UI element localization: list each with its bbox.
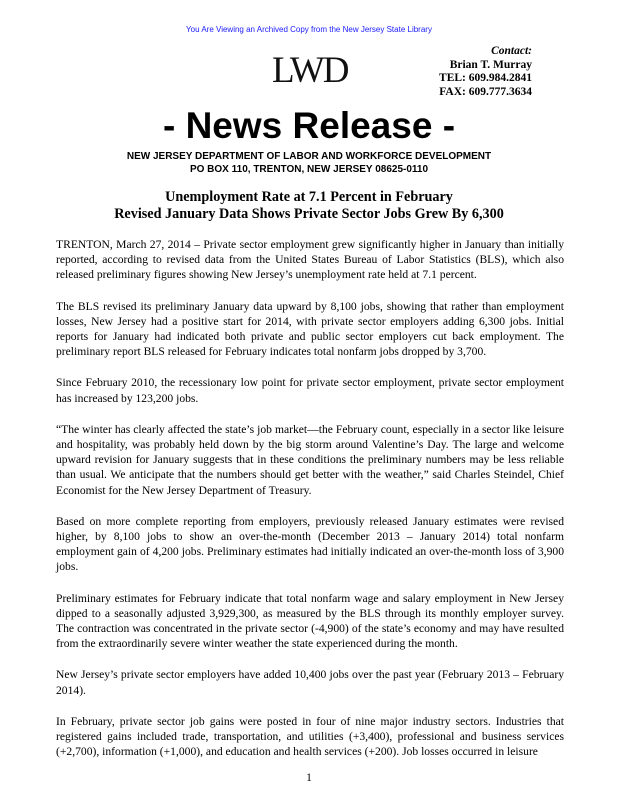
page-number: 1 xyxy=(306,772,312,784)
news-release-title: - News Release - xyxy=(162,105,456,146)
article-body xyxy=(56,237,564,775)
department-name: NEW JERSEY DEPARTMENT OF LABOR AND WORKFORCE DEVELOPMENT xyxy=(126,151,492,162)
contact-block xyxy=(439,45,532,99)
paragraph-8: In February, private sector job gains were posted in four of nine major industry sectors. Industries that registered gains included trade, transportation, and utilities (+3,400), professional and business services (+2,700), information (+1,000), and education and health services (+200). Job losses occurred in leisure xyxy=(56,714,564,759)
lwd-logo: LWD xyxy=(272,50,348,91)
paragraph-7: New Jersey’s private sector employers have added 10,400 jobs over the past year (February 2013 – February 2014). xyxy=(56,668,564,697)
paragraph-1: TRENTON, March 27, 2014 – Private sector employment grew significantly higher in January than initially reported, according to revised data from the United States Bureau of Labor Statistics (BLS), which also released preliminary figures showing New Jersey’s unemployment rate held at 7.1 percent. xyxy=(56,238,564,282)
contact-name: Brian T. Murray xyxy=(449,58,532,71)
department-address: PO BOX 110, TRENTON, NEW JERSEY 08625-0110 xyxy=(189,163,429,175)
contact-fax: FAX: 609.777.3634 xyxy=(439,85,532,98)
department-block xyxy=(0,151,618,176)
paragraph-4: “The winter has clearly affected the state’s job market—the February count, especially in a sector like leisure and hospitality, was probably held down by the big storm around Valentine’s Day. The large and welcome upward revision for January suggests that in these conditions the preliminary numbers may be less reliable than usual. We anticipate that the numbers should get better with the weather,” said Charles Steindel, Chief Economist for the New Jersey Department of Treasury. xyxy=(56,422,564,497)
paragraph-2: The BLS revised its preliminary January data upward by 8,100 jobs, showing that rather than employment losses, New Jersey had a positive start for 2014, with private sector employers adding 6,300 jobs. Initial reports for January had indicated both private and public sector employers cut back employment. The preliminary report BLS released for February indicates total nonfarm jobs dropped by 3,700. xyxy=(56,299,564,359)
paragraph-6: Preliminary estimates for February indicate that total nonfarm wage and salary employment in New Jersey dipped to a seasonally adjusted 3,929,300, as measured by the BLS through its monthly employer survey. The contraction was concentrated in the private sector (-4,900) of the state’s economy and may have resulted from the extraordinarily severe winter weather the state experienced during the month. xyxy=(56,591,564,651)
paragraph-5: Based on more complete reporting from employers, previously released January estimates were revised higher, by 8,100 jobs to show an over-the-month (December 2013 – January 2014) total nonfarm employment gain of 4,200 jobs. Preliminary estimates had initially indicated an over-the-month loss of 3,900 jobs. xyxy=(56,514,564,574)
archive-notice: You Are Viewing an Archived Copy from the New Jersey State Library xyxy=(186,25,432,34)
headline xyxy=(0,189,618,223)
contact-tel: TEL: 609.984.2841 xyxy=(439,72,532,84)
paragraph-3: Since February 2010, the recessionary low point for private sector employment, private sector employment has increased by 123,200 jobs. xyxy=(56,376,564,405)
contact-heading: Contact: xyxy=(491,45,532,57)
headline-line-1: Unemployment Rate at 7.1 Percent in February xyxy=(165,189,453,205)
headline-line-2: Revised January Data Shows Private Sector Jobs Grew By 6,300 xyxy=(114,206,504,222)
